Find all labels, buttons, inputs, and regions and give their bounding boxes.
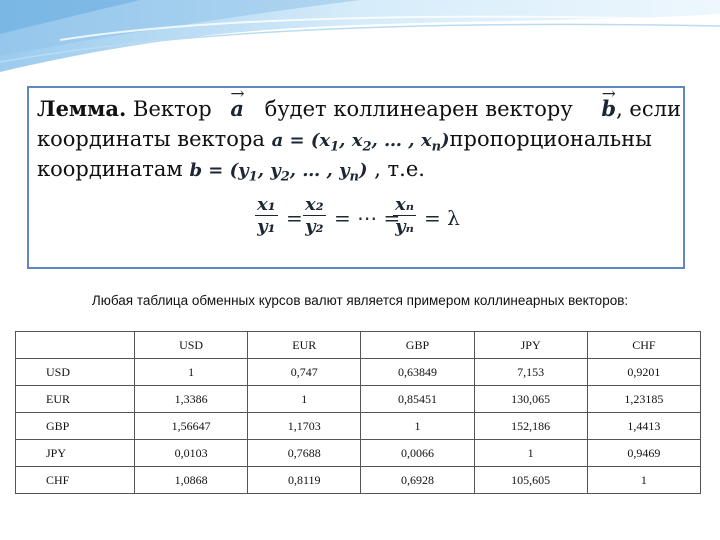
column-header: JPY — [474, 332, 587, 359]
table-row — [16, 467, 701, 494]
rate-cell: 0,7688 — [248, 440, 361, 467]
rate-cell: 1,4413 — [587, 413, 700, 440]
lemma-text: координатам — [37, 157, 190, 181]
rate-cell: 0,0103 — [135, 440, 248, 467]
rate-cell: 130,065 — [474, 386, 587, 413]
rate-cell: 0,0066 — [361, 440, 474, 467]
rate-cell: 1,1703 — [248, 413, 361, 440]
corner-cell — [16, 332, 135, 359]
rate-cell: 0,6928 — [361, 467, 474, 494]
rate-cell: 0,85451 — [361, 386, 474, 413]
rate-cell: 0,63849 — [361, 359, 474, 386]
equals-sign: = — [286, 206, 303, 230]
fraction-n: $\frac{\text{xₙ}}{\text{yₙ}}$ — [395, 194, 414, 237]
lemma-text: координаты вектора — [37, 127, 272, 151]
table-caption: Любая таблица обменных курсов валют является примером коллинеарных векторов: — [91, 293, 629, 308]
column-header: EUR — [248, 332, 361, 359]
rate-cell: 1,3386 — [135, 386, 248, 413]
lemma-text: будет коллинеарен вектору — [258, 97, 580, 121]
header-decoration — [0, 0, 720, 80]
equals-chain: = ⋯ = — [334, 206, 401, 230]
rate-cell: 0,9201 — [587, 359, 700, 386]
rate-cell: 1 — [361, 413, 474, 440]
row-header: JPY — [16, 440, 135, 467]
row-header: USD — [16, 359, 135, 386]
lemma-title: Лемма. — [37, 96, 127, 121]
row-header: CHF — [16, 467, 135, 494]
vector-b-coords: $b = (y_1$, $y_2$, … , $y_n$) — [189, 160, 368, 185]
vector-b: → b — [601, 96, 616, 122]
table-row — [16, 386, 701, 413]
rate-cell: 0,8119 — [248, 467, 361, 494]
vector-a-coords: $a = (x_1$, $x_2$, … , $x_n$) — [271, 130, 450, 155]
lemma-text: Вектор — [126, 97, 219, 121]
rate-cell: 152,186 — [474, 413, 587, 440]
column-header: GBP — [361, 332, 474, 359]
table-header-row — [16, 332, 701, 359]
fraction-1: $\frac{\text{x₁}}{\text{y₁}}$ — [257, 194, 276, 237]
rate-cell: 1 — [587, 467, 700, 494]
column-header: USD — [135, 332, 248, 359]
rate-cell: 1,23185 — [587, 386, 700, 413]
table-row — [16, 359, 701, 386]
rate-cell: 0,9469 — [587, 440, 700, 467]
vector-a: → a — [230, 96, 244, 122]
column-header: CHF — [587, 332, 700, 359]
rate-cell: 1,56647 — [135, 413, 248, 440]
equals-lambda: = λ — [424, 206, 460, 230]
rate-cell: 1 — [474, 440, 587, 467]
rate-cell: 1,0868 — [135, 467, 248, 494]
lemma-line-3 — [37, 156, 425, 191]
exchange-rates-table — [15, 331, 701, 494]
table-row — [16, 413, 701, 440]
table-row — [16, 440, 701, 467]
lemma-text: пропорциональны — [449, 127, 652, 151]
fraction-2: $\frac{\text{x₂}}{\text{y₂}}$ — [305, 194, 324, 237]
rate-cell: 0,747 — [248, 359, 361, 386]
rate-cell: 7,153 — [474, 359, 587, 386]
rate-cell: 1 — [248, 386, 361, 413]
lemma-text: , т.е. — [367, 157, 425, 181]
row-header: EUR — [16, 386, 135, 413]
rate-cell: 1 — [135, 359, 248, 386]
lemma-box — [27, 86, 685, 269]
lemma-text: , если — [616, 97, 681, 121]
lemma-line-1 — [37, 96, 681, 122]
rate-cell: 105,605 — [474, 467, 587, 494]
row-header: GBP — [16, 413, 135, 440]
